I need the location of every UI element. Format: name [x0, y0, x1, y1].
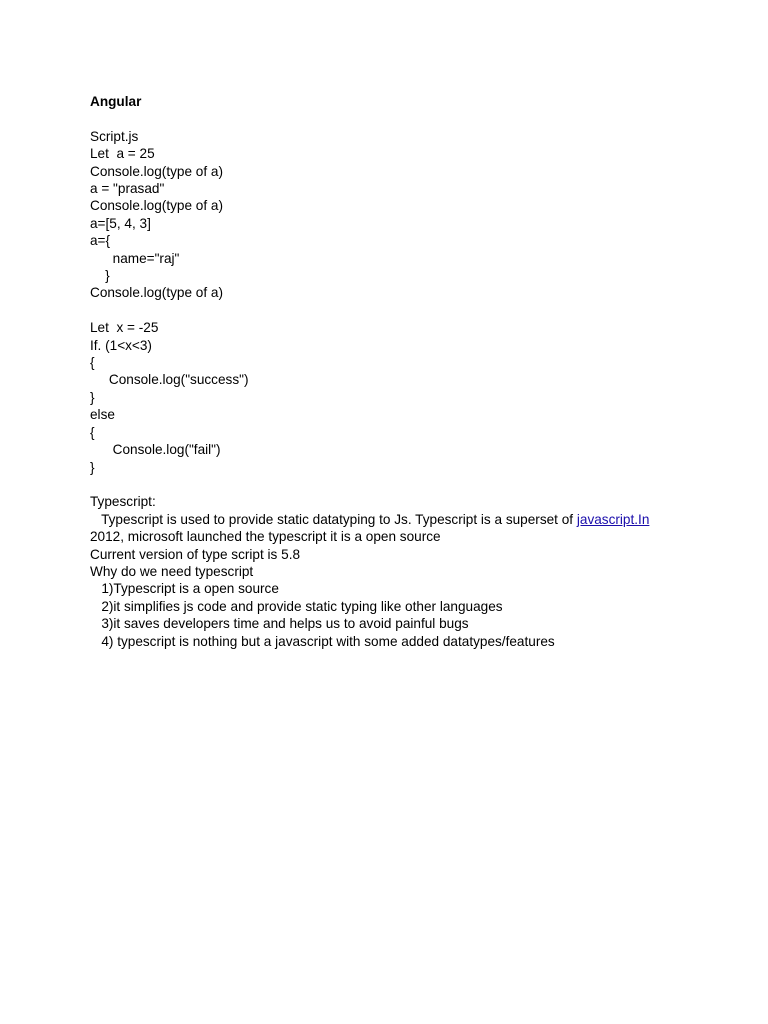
- code-line: Let a = 25: [90, 146, 155, 162]
- code-line: Console.log("fail"): [90, 442, 221, 458]
- code-line: a = "prasad": [90, 181, 165, 197]
- reason-item: 1)Typescript is a open source: [90, 581, 279, 597]
- doc-title: Angular: [90, 94, 142, 109]
- code-line: a=[5, 4, 3]: [90, 215, 151, 231]
- code-line: }: [90, 268, 110, 284]
- code-line: }: [90, 389, 95, 405]
- typescript-paragraph-text: Typescript is used to provide static datatyping to Js. Typescript is a superset of: [90, 511, 577, 527]
- blank-line: [90, 302, 730, 319]
- version-line: Current version of type script is 5.8: [90, 546, 301, 562]
- code-line: Console.log(type of a): [90, 163, 223, 179]
- code-line: If. (1<x<3): [90, 337, 152, 353]
- reason-item: 2)it simplifies js code and provide static typing like other languages: [90, 598, 503, 614]
- code-line: a={: [90, 233, 111, 249]
- code-line: name="raj": [90, 250, 180, 266]
- code-line: {: [90, 424, 95, 440]
- code-line: {: [90, 355, 95, 371]
- document-page: [90, 93, 730, 650]
- typescript-paragraph-continued: 2012, microsoft launched the typescript it is a open source: [90, 529, 441, 545]
- code-line: Let x = -25: [90, 320, 159, 336]
- reason-item: 3)it saves developers time and helps us to avoid painful bugs: [90, 616, 469, 632]
- code-line: }: [90, 459, 95, 475]
- code-line: Script.js: [90, 128, 139, 144]
- blank-line: [90, 476, 730, 493]
- code-line: Console.log("success"): [90, 372, 249, 388]
- javascript-link[interactable]: javascript.In: [576, 511, 650, 527]
- blank-line: [90, 110, 730, 127]
- code-line: Console.log(type of a): [90, 198, 223, 214]
- code-line: Console.log(type of a): [90, 285, 223, 301]
- typescript-paragraph: [90, 511, 730, 528]
- code-line: else: [90, 407, 115, 423]
- typescript-heading: Typescript:: [90, 494, 156, 510]
- why-heading: Why do we need typescript: [90, 563, 254, 579]
- reason-item: 4) typescript is nothing but a javascript with some added datatypes/features: [90, 633, 555, 649]
